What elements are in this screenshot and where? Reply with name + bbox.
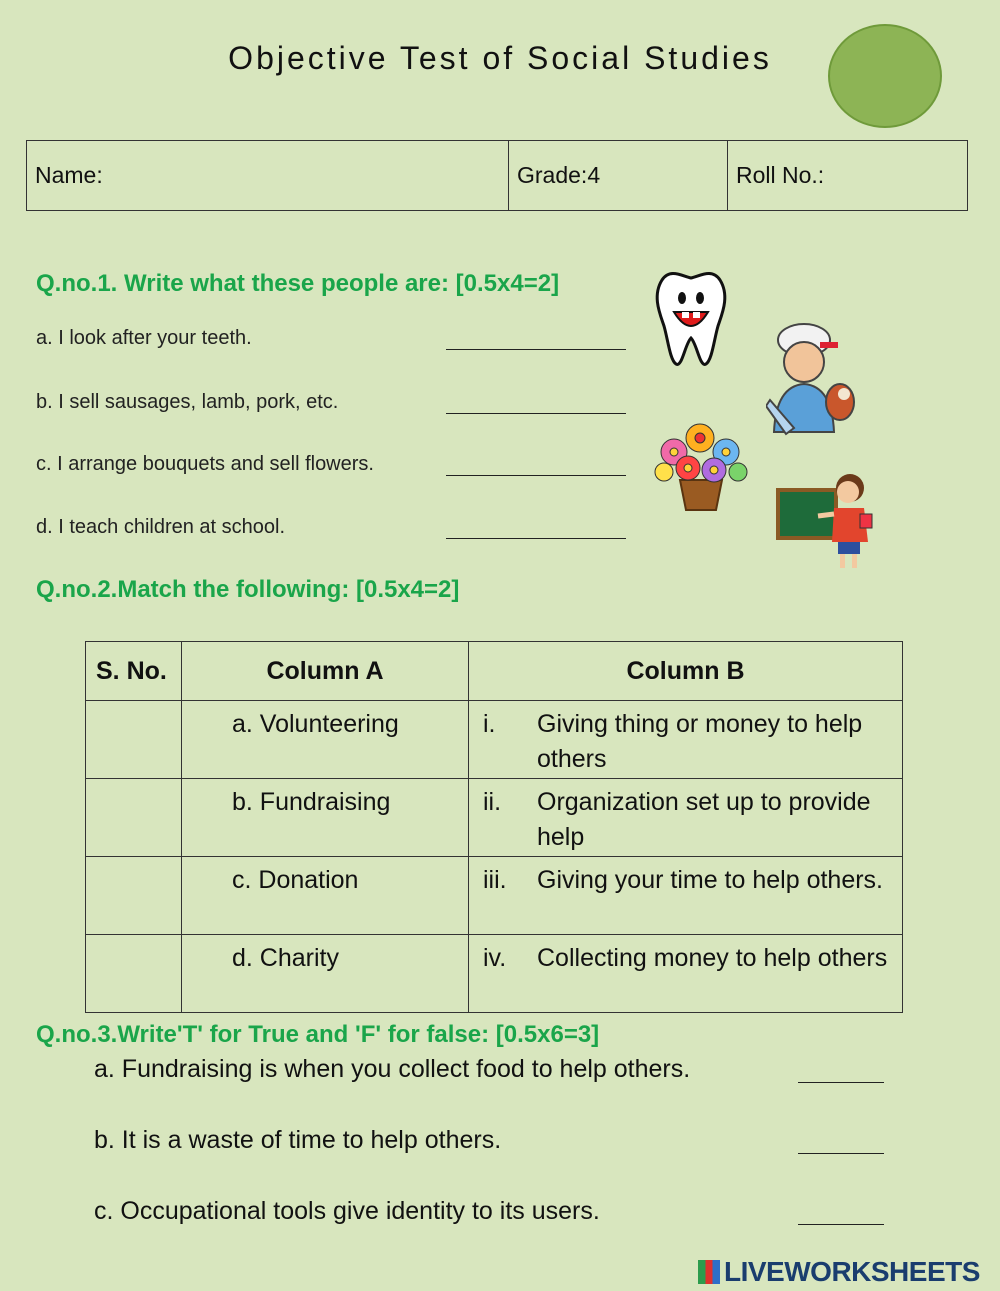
- roman-numeral: iv.: [483, 944, 507, 972]
- header-column-b: Column B: [469, 642, 903, 701]
- column-b-cell: [469, 857, 903, 935]
- tooth-icon: [652, 268, 730, 368]
- header-sno: S. No.: [86, 642, 182, 701]
- column-b-text: Giving your time to help others.: [537, 866, 883, 894]
- teacher-icon: [776, 470, 876, 574]
- q1-item-d: d. I teach children at school.: [36, 516, 286, 538]
- column-b-cell: [469, 779, 903, 857]
- column-a-cell: c. Donation: [182, 857, 469, 935]
- table-row: [86, 779, 903, 857]
- page-title: Objective Test of Social Studies: [228, 40, 772, 76]
- roman-numeral: i.: [483, 710, 496, 738]
- q1-item-a: a. I look after your teeth.: [36, 327, 252, 349]
- q1-heading: Q.no.1. Write what these people are: [0.5x4=2]: [36, 270, 560, 297]
- q1-item-b: b. I sell sausages, lamb, pork, etc.: [36, 391, 339, 413]
- q3-item-c: c. Occupational tools give identity to its users.: [94, 1197, 600, 1225]
- column-b-text: Organization set up to provide help: [537, 788, 871, 851]
- table-row: [86, 701, 903, 779]
- student-info-table: [26, 140, 968, 211]
- logo-text: LIVEWORKSHEETS: [724, 1256, 980, 1287]
- sno-cell[interactable]: [86, 779, 182, 857]
- q3-item-b: b. It is a waste of time to help others.: [94, 1126, 502, 1154]
- q3-heading: Q.no.3.Write'T' for True and 'F' for false: [0.5x6=3]: [36, 1021, 600, 1048]
- q3-item-a: a. Fundraising is when you collect food to help others.: [94, 1055, 691, 1083]
- grade-field: Grade:4: [509, 141, 728, 211]
- column-a-cell: b. Fundraising: [182, 779, 469, 857]
- column-b-text: Collecting money to help others: [537, 944, 888, 972]
- sno-cell[interactable]: [86, 701, 182, 779]
- name-field[interactable]: Name:: [27, 141, 509, 211]
- column-a-cell: d. Charity: [182, 935, 469, 1013]
- table-row: [86, 935, 903, 1013]
- column-a-cell: a. Volunteering: [182, 701, 469, 779]
- q3-answer-c[interactable]: [798, 1223, 884, 1225]
- q1-answer-c[interactable]: [446, 474, 626, 476]
- q3-answer-a[interactable]: [798, 1081, 884, 1083]
- sno-cell[interactable]: [86, 935, 182, 1013]
- q1-answer-a[interactable]: [446, 348, 626, 350]
- roman-numeral: ii.: [483, 788, 502, 816]
- q1-answer-b[interactable]: [446, 412, 626, 414]
- header-column-a: Column A: [182, 642, 469, 701]
- q3-answer-b[interactable]: [798, 1152, 884, 1154]
- score-circle: [828, 24, 942, 128]
- roman-numeral: iii.: [483, 866, 507, 894]
- roll-field[interactable]: Roll No.:: [728, 141, 968, 211]
- q2-heading: Q.no.2.Match the following: [0.5x4=2]: [36, 576, 460, 603]
- butcher-icon: [766, 320, 858, 438]
- column-b-cell: [469, 935, 903, 1013]
- column-b-text: Giving thing or money to help others: [537, 710, 863, 773]
- logo-icon: [698, 1260, 720, 1284]
- q1-item-c: c. I arrange bouquets and sell flowers.: [36, 453, 374, 475]
- match-table: [85, 641, 903, 1013]
- sno-cell[interactable]: [86, 857, 182, 935]
- flower-bouquet-icon: [654, 416, 748, 514]
- table-row: [86, 857, 903, 935]
- liveworksheets-logo[interactable]: [698, 1256, 980, 1288]
- q1-answer-d[interactable]: [446, 537, 626, 539]
- column-b-cell: [469, 701, 903, 779]
